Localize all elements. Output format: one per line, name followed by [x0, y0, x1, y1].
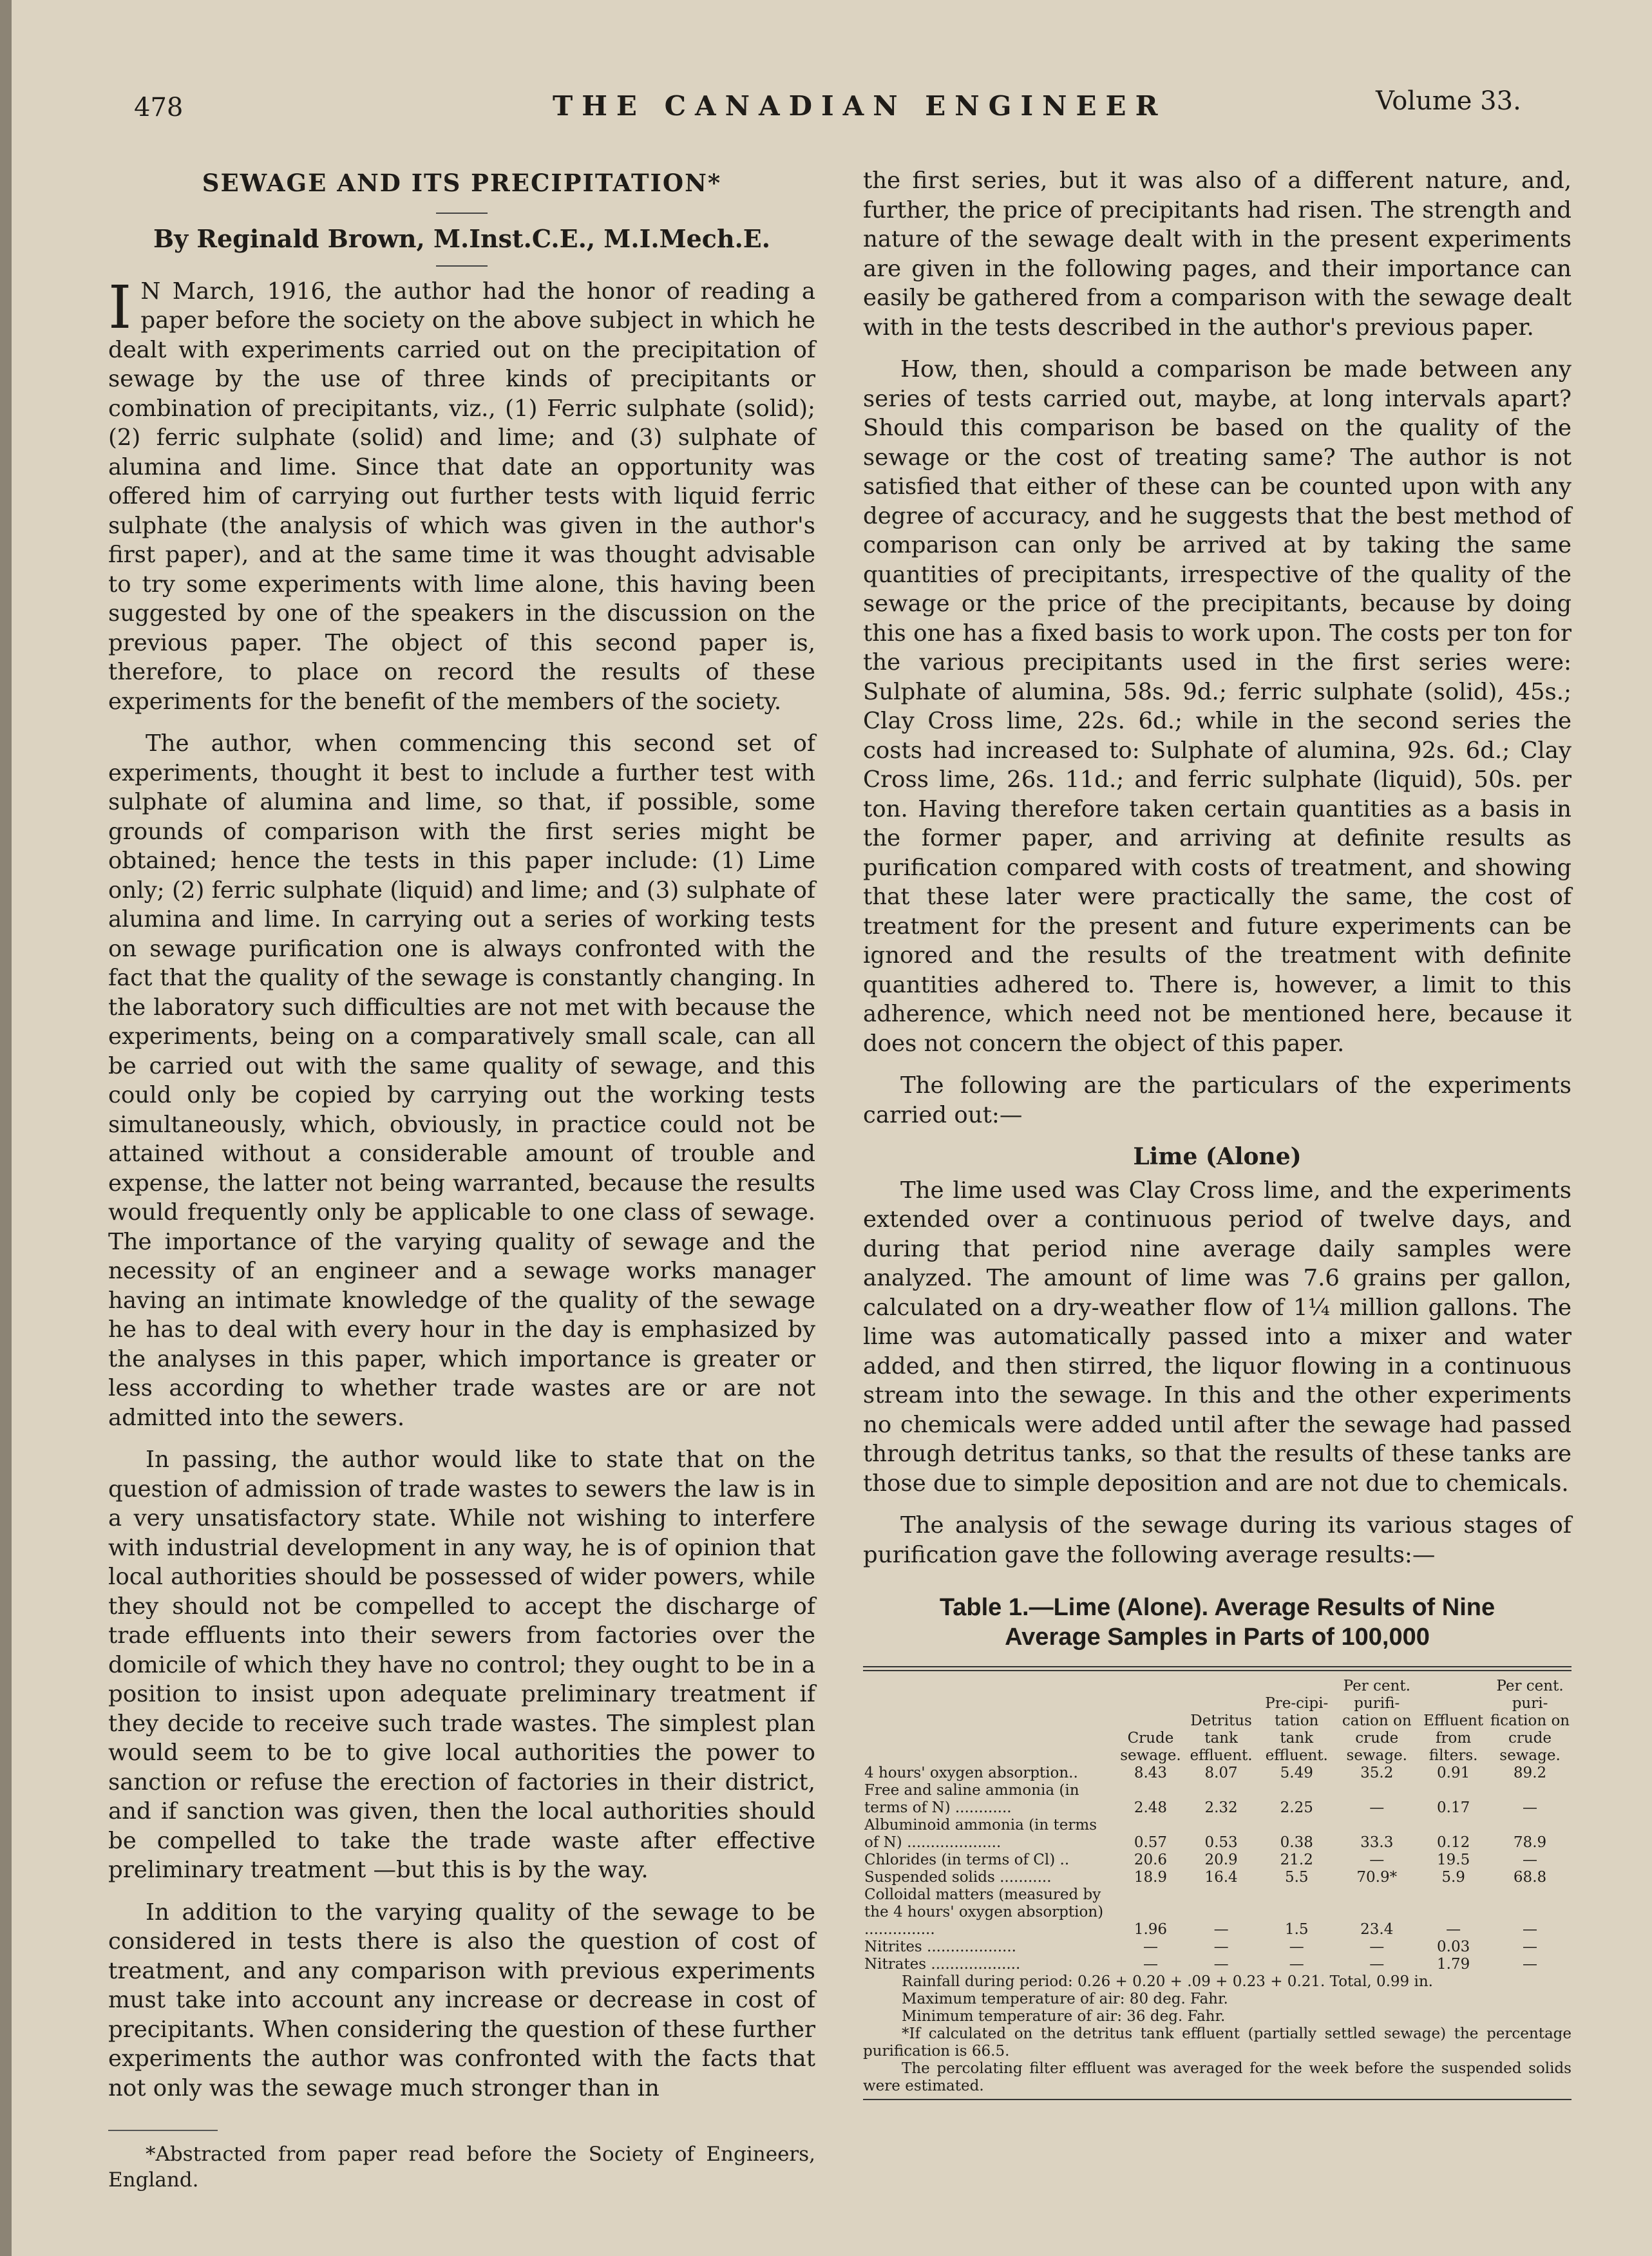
table-header-cell: Crude sewage. [1120, 1730, 1181, 1764]
row-label: Nitrites ................... [864, 1938, 1016, 1955]
title-rule [436, 213, 488, 214]
table-cell: 89.2 [1513, 1765, 1547, 1781]
table-cell: — [1523, 1956, 1538, 1973]
table-cell: 20.9 [1204, 1852, 1238, 1868]
table-header-cell: Detritus tank effluent. [1190, 1712, 1253, 1764]
table-cell: — [1289, 1938, 1304, 1955]
page-number: 478 [134, 93, 184, 122]
table-cell: — [1369, 1799, 1385, 1816]
table-cell: — [1143, 1956, 1158, 1973]
table-cell: 2.32 [1204, 1799, 1238, 1816]
table-cell: 0.17 [1437, 1799, 1470, 1816]
table-cell: 35.2 [1360, 1765, 1394, 1781]
table-header-cell: Effluent from filters. [1423, 1712, 1484, 1764]
table-header-row [863, 1678, 1571, 1765]
table-header-cell: Per cent. puri-fication on crude sewage. [1490, 1678, 1570, 1764]
footnote: *Abstracted from paper read before the Society of Engineers, England. [108, 2143, 815, 2192]
table-cell: — [1523, 1852, 1538, 1868]
page [12, 0, 1652, 2256]
table-cell: — [1523, 1799, 1538, 1816]
paragraph-4: In addition to the varying quality of the sewage to be considered in tests there is also the question of cost of treatment, and any comparison with previous experiments must take into account any increase or decrease in cost of precipitants. When considering the question of these further experiments the author was confronted with the facts that not only was the sewage much stronger than in [108, 1899, 815, 2101]
paragraph-6: How, then, should a comparison be made between any series of tests carried out, maybe, at long intervals apart? Should this comparison be based on the quality of the sewage or the cost of treating same? The author is not satisfied that either of these can be counted upon with any degree of accuracy, and he suggests that the best method of comparison can only be arrived at by taking the same quantities of precipitants, irrespective of the quality of the sewage or the price of the precipitants, because by doing this one has a fixed basis to work upon. The costs per ton for the various precipitants used in the first series were: Sulphate of alumina, 58s. 9d.; ferric sulphate (solid), 45s.; Clay Cross lime, 22s. 6d.; while in the second series the costs had increased to: Sulphate of alumina, 92s. 6d.; Clay Cross lime, 26s. 11d.; and ferric sulphate (liquid), 50s. per ton. Having therefore taken certain quantities as a basis in the former paper, and arriving at definite results as purification compared with costs of treatment, and showing that these later were practically the same, the cost of treatment for the present and future experiments can be ignored and the results of the treatment with definite quantities adhered to. There is, however, a limit to this adherence, which need not be mentioned here, because it does not concern the object of this paper. [863, 356, 1571, 1057]
paragraph-5: the first series, but it was also of a different nature, and, further, the price of precipitants had risen. The strength and nature of the sewage dealt with in the present experiments are given in the following pages, and their importance can easily be gathered from a comparison with the sewage dealt with in the tests described in the author's previous paper. [863, 167, 1571, 341]
table-row [863, 1782, 1571, 1817]
table-row [863, 1869, 1571, 1886]
paragraph-2: The author, when commencing this second set of experiments, thought it best to include a further test with sulphate of alumina and lime, so that, if possible, some grounds of comparison with the first series might be obtained; hence the tests in this paper include: (1) Lime only; (2) ferric sulphate (liquid) and lime; and (3) sulphate of alumina and lime. In carrying out a series of working tests on sewage purification one is always confronted with the fact that the quality of the sewage is constantly changing. In the laboratory such difficulties are not met with because the experiments, being on a comparatively small scale, can all be carried out with the same quality of sewage, and this could only be copied by carrying out the working tests simultaneously, which, obviously, in practice could not be attained without a considerable amount of trouble and expense, the latter not being warranted, because the results would frequently only be applicable to one class of sewage. The importance of the varying quality of sewage and the necessity of an engineer and a sewage works manager having an intimate knowledge of the quality of the sewage he has to deal with every hour in the day is emphasized by the analyses in this paper, which importance is greater or less according to whether trade wastes are or are not admitted into the sewers. [108, 730, 815, 1431]
table-top-rule [863, 1666, 1571, 1671]
table-cell: 0.53 [1204, 1834, 1238, 1851]
paragraph-1-text: N March, 1916, the author had the honor of reading a paper before the society on the above subject in which he dealt with experiments carried out on the precipitation of sewage by the use of three kinds of precipitants or combination of precipitants, viz., (1) Ferric sulphate (solid); (2) ferric sulphate (solid) and lime; and (3) sulphate of alumina and lime. Since that date an opportunity was offered him of carrying out further tests with liquid ferric sulphate (the analysis of which was given in the author's first paper), and at the same time it was thought advisable to try some experiments with lime alone, this having been suggested by one of the speakers in the discussion on the previous paper. The object of this second paper is, therefore, to place on record the results of these experiments for the benefit of the members of the society. [108, 278, 815, 715]
table-cell: — [1523, 1921, 1538, 1938]
table-footnote: The percolating filter effluent was averaged for the week before the suspended solids were estimated. [863, 2060, 1571, 2094]
table-cell: — [1213, 1938, 1229, 1955]
table-cell: 2.25 [1280, 1799, 1313, 1816]
table-cell: 0.38 [1280, 1834, 1313, 1851]
left-column [108, 166, 815, 2206]
right-column [863, 166, 1571, 2100]
table-title-line-2: Average Samples in Parts of 100,000 [1005, 1624, 1430, 1651]
table-cell: — [1213, 1956, 1229, 1973]
volume-label: Volume 33. [1376, 86, 1521, 116]
table-bottom-rule [863, 2099, 1571, 2100]
paragraph-7: The following are the particulars of the experiments carried out:— [863, 1072, 1571, 1128]
table-row [863, 1938, 1571, 1956]
row-label: Free and saline ammonia (in terms of N) ............ [864, 1782, 1079, 1816]
table-cell: 20.6 [1134, 1852, 1168, 1868]
article-title: SEWAGE AND ITS PRECIPITATION* [202, 169, 722, 197]
row-label: Chlorides (in terms of Cl) .. [864, 1852, 1070, 1868]
table-cell: 1.79 [1437, 1956, 1470, 1973]
table-cell: 0.57 [1134, 1834, 1168, 1851]
row-label: 4 hours' oxygen absorption.. [864, 1765, 1078, 1781]
table-cell: — [1143, 1938, 1158, 1955]
row-label: Albuminoid ammonia (in terms of N) .................... [864, 1817, 1097, 1851]
table-cell: — [1523, 1938, 1538, 1955]
table-cell: — [1446, 1921, 1461, 1938]
row-label: Suspended solids ........... [864, 1869, 1052, 1886]
max-temperature-note: Maximum temperature of air: 80 deg. Fahr. [902, 1991, 1228, 2007]
results-table [863, 1678, 1571, 1973]
table-cell: 18.9 [1134, 1869, 1168, 1886]
table-row [863, 1817, 1571, 1852]
paragraph-3: In passing, the author would like to state that on the question of admission of trade wastes to sewers the law is in a very unsatisfactory state. While not wishing to interfere with industrial development in any way, he is of opinion that local authorities should be possessed of wider powers, while they should not be compelled to accept the discharge of trade effluents into their sewers from factories over the domicile of which they have no control; they ought to be in a position to insist upon adequate preliminary treatment if they decide to receive such trade wastes. The simplest plan would seem to be to give local authorities the power to sanction or refuse the erection of factories in their district, and if sanction was given, then the local authorities should be compelled to take the trade waste after effective preliminary treatment —but this is by the way. [108, 1446, 815, 1883]
running-header [12, 82, 1652, 128]
table-cell: 1.5 [1284, 1921, 1309, 1938]
table-cell: 8.43 [1134, 1765, 1168, 1781]
table-cell: 33.3 [1360, 1834, 1394, 1851]
table-cell: 2.48 [1134, 1799, 1168, 1816]
table-cell: 21.2 [1280, 1852, 1313, 1868]
table-cell: 0.91 [1437, 1765, 1470, 1781]
table-cell: 23.4 [1360, 1921, 1394, 1938]
table-cell: 78.9 [1513, 1834, 1547, 1851]
table-cell: 19.5 [1437, 1852, 1470, 1868]
row-label: Colloidal matters (measured by the 4 hours' oxygen absorption) ............... [864, 1886, 1104, 1938]
table-title-line-1: Table 1.—Lime (Alone). Average Results of Nine [939, 1594, 1495, 1621]
table-cell: 68.8 [1513, 1869, 1547, 1886]
table-row [863, 1852, 1571, 1869]
table-cell: 5.49 [1280, 1765, 1313, 1781]
table-header-cell: Pre-cipi-tation tank effluent. [1265, 1695, 1329, 1764]
table-cell: 0.03 [1437, 1938, 1470, 1955]
min-temperature-note: Minimum temperature of air: 36 deg. Fahr. [902, 2008, 1226, 2025]
table-cell: 16.4 [1204, 1869, 1238, 1886]
table-cell: — [1369, 1852, 1385, 1868]
table-cell: — [1369, 1938, 1385, 1955]
table-cell: — [1289, 1956, 1304, 1973]
table-footnote: *If calculated on the detritus tank effluent (partially settled sewage) the percentage purification is 66.5. [863, 2025, 1571, 2060]
byline-rule [436, 265, 488, 267]
table-cell: 5.5 [1284, 1869, 1309, 1886]
table-cell: — [1213, 1921, 1229, 1938]
section-heading: Lime (Alone) [1133, 1143, 1302, 1170]
drop-cap: I [108, 272, 132, 342]
table-row [863, 1886, 1571, 1938]
byline: By Reginald Brown, M.Inst.C.E., M.I.Mech.E. [153, 224, 770, 253]
footnote-rule [108, 2130, 218, 2131]
table-row [863, 1956, 1571, 1973]
paragraph-8: The lime used was Clay Cross lime, and the experiments extended over a continuous period of twelve days, and during that period nine average daily samples were analyzed. The amount of lime was 7.6 grains per gallon, calculated on a dry-weather flow of 1¼ million gallons. The lime was automatically passed into a mixer and water added, and then stirred, the liquor flowing in a continuous stream into the sewage. In this and the other experiments no chemicals were added until after the sewage had passed through detritus tanks, so that the results of these tanks are those due to simple deposition and are not due to chemicals. [863, 1177, 1571, 1497]
table-title [863, 1593, 1571, 1652]
table-cell: 0.12 [1437, 1834, 1470, 1851]
table-cell: 1.96 [1134, 1921, 1168, 1938]
table-cell: 8.07 [1204, 1765, 1238, 1781]
table-cell: — [1369, 1956, 1385, 1973]
table-header-blank [863, 1678, 1117, 1765]
table-notes [863, 1973, 1571, 2095]
paragraph-9: The analysis of the sewage during its various stages of purification gave the following average results:— [863, 1512, 1571, 1568]
paragraph-1 [108, 272, 815, 717]
row-label: Nitrates ................... [864, 1956, 1021, 1973]
table-cell: 70.9* [1356, 1869, 1398, 1886]
table-header-cell: Per cent. purifi-cation on crude sewage. [1342, 1678, 1412, 1764]
journal-title: THE CANADIAN ENGINEER [553, 90, 1167, 122]
rainfall-note: Rainfall during period: 0.26 + 0.20 + .09 + 0.23 + 0.21. Total, 0.99 in. [902, 1973, 1433, 1990]
scan-edge [0, 0, 12, 2256]
table-row [863, 1765, 1571, 1782]
table-cell: 5.9 [1441, 1869, 1465, 1886]
